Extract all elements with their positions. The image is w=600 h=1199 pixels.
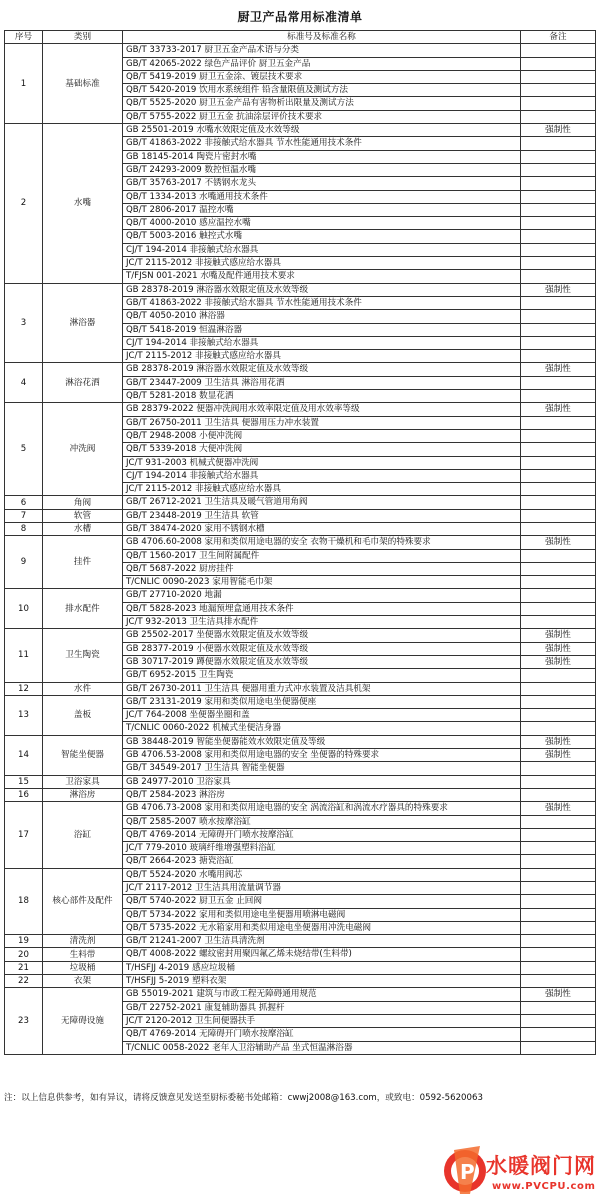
category-cell: 挂件 xyxy=(43,536,123,589)
standard-cell: QB/T 5281-2018 数显花洒 xyxy=(123,390,521,403)
category-cell: 智能坐便器 xyxy=(43,735,123,775)
category-cell: 浴缸 xyxy=(43,802,123,868)
standard-cell: QB/T 5339-2018 大便冲洗阀 xyxy=(123,443,521,456)
note-cell: 强制性 xyxy=(521,988,596,1001)
row-number: 6 xyxy=(5,496,43,509)
note-cell xyxy=(521,177,596,190)
note-cell xyxy=(521,549,596,562)
standard-cell: GB/T 22752-2021 康复辅助器具 抓握杆 xyxy=(123,1001,521,1014)
row-number: 11 xyxy=(5,629,43,682)
note-cell xyxy=(521,296,596,309)
row-number: 2 xyxy=(5,124,43,284)
note-cell xyxy=(521,961,596,974)
standard-cell: QB/T 1560-2017 卫生间附属配件 xyxy=(123,549,521,562)
standard-cell: QB/T 4050-2010 淋浴器 xyxy=(123,310,521,323)
table-row xyxy=(5,682,596,695)
note-cell xyxy=(521,243,596,256)
note-cell xyxy=(521,1028,596,1041)
table-row xyxy=(5,868,596,881)
standard-cell: GB 38448-2019 智能坐便器能效水效限定值及等级 xyxy=(123,735,521,748)
note-cell: 强制性 xyxy=(521,363,596,376)
standard-cell: QB/T 2584-2023 淋浴房 xyxy=(123,788,521,801)
standard-cell: JC/T 2117-2012 卫生洁具用流量调节器 xyxy=(123,882,521,895)
standard-cell: GB 25502-2017 坐便器水效限定值及水效等级 xyxy=(123,629,521,642)
note-cell xyxy=(521,828,596,841)
note-cell: 强制性 xyxy=(521,655,596,668)
standard-cell: GB/T 41863-2022 非接触式给水器具 节水性能通用技术条件 xyxy=(123,137,521,150)
row-number: 14 xyxy=(5,735,43,775)
note-cell xyxy=(521,110,596,123)
standard-cell: QB/T 5524-2020 水嘴用阀芯 xyxy=(123,868,521,881)
table-row xyxy=(5,948,596,961)
brand-url: www.PVCPU.com xyxy=(492,1181,596,1192)
note-cell xyxy=(521,163,596,176)
note-cell xyxy=(521,948,596,961)
note-cell xyxy=(521,695,596,708)
category-cell: 基础标准 xyxy=(43,44,123,124)
note-cell xyxy=(521,682,596,695)
row-number: 20 xyxy=(5,948,43,961)
standard-cell: GB/T 23131-2019 家用和类似用途电坐便器便座 xyxy=(123,695,521,708)
standard-cell: JC/T 2115-2012 非接触式感应给水器具 xyxy=(123,350,521,363)
standard-cell: QB/T 4008-2022 螺纹密封用聚四氟乙烯未烧结带(生料带) xyxy=(123,948,521,961)
row-number: 15 xyxy=(5,775,43,788)
table-row xyxy=(5,695,596,708)
standard-cell: QB/T 2585-2007 喷水按摩浴缸 xyxy=(123,815,521,828)
note-cell xyxy=(521,483,596,496)
category-cell: 角阀 xyxy=(43,496,123,509)
note-cell xyxy=(521,84,596,97)
header-note: 备注 xyxy=(521,31,596,44)
category-cell: 盖板 xyxy=(43,695,123,735)
row-number: 21 xyxy=(5,961,43,974)
note-cell xyxy=(521,815,596,828)
row-number: 19 xyxy=(5,935,43,948)
standard-cell: GB 18145-2014 陶瓷片密封水嘴 xyxy=(123,150,521,163)
note-cell xyxy=(521,429,596,442)
note-cell xyxy=(521,270,596,283)
category-cell: 垃圾桶 xyxy=(43,961,123,974)
standard-cell: GB/T 41863-2022 非接触式给水器具 节水性能通用技术条件 xyxy=(123,296,521,309)
table-row xyxy=(5,44,596,57)
note-cell xyxy=(521,602,596,615)
table-row xyxy=(5,363,596,376)
standard-cell: GB/T 26730-2011 卫生洁具 便器用重力式冲水装置及洁具机架 xyxy=(123,682,521,695)
standard-cell: QB/T 2806-2017 温控水嘴 xyxy=(123,203,521,216)
note-cell xyxy=(521,722,596,735)
standard-cell: CJ/T 194-2014 非接触式给水器具 xyxy=(123,336,521,349)
note-cell: 强制性 xyxy=(521,642,596,655)
note-cell xyxy=(521,882,596,895)
standard-cell: CJ/T 194-2014 非接触式给水器具 xyxy=(123,243,521,256)
table-row xyxy=(5,975,596,988)
note-cell xyxy=(521,1001,596,1014)
note-cell xyxy=(521,509,596,522)
row-number: 3 xyxy=(5,283,43,363)
note-cell xyxy=(521,522,596,535)
brand-name: 水暖阀门网 xyxy=(486,1154,596,1178)
standard-cell: GB/T 26750-2011 卫生洁具 便器用压力冲水装置 xyxy=(123,416,521,429)
standard-cell: GB/T 23447-2009 卫生洁具 淋浴用花洒 xyxy=(123,376,521,389)
note-cell xyxy=(521,616,596,629)
standard-cell: QB/T 1334-2013 水嘴通用技术条件 xyxy=(123,190,521,203)
category-cell: 排水配件 xyxy=(43,589,123,629)
note-cell xyxy=(521,908,596,921)
category-cell: 无障碍设施 xyxy=(43,988,123,1054)
table-row xyxy=(5,522,596,535)
standard-cell: GB 28379-2022 便器冲洗阀用水效率限定值及用水效率等级 xyxy=(123,403,521,416)
standard-cell: QB/T 5687-2022 厨房挂件 xyxy=(123,562,521,575)
category-cell: 冲洗阀 xyxy=(43,403,123,496)
note-cell xyxy=(521,935,596,948)
standard-cell: GB 4706.60-2008 家用和类似用途电器的安全 衣物干燥机和毛巾架的特殊要求 xyxy=(123,536,521,549)
row-number: 4 xyxy=(5,363,43,403)
standard-cell: QB/T 2664-2023 搪瓷浴缸 xyxy=(123,855,521,868)
footnote: 注：以上信息供参考，如有异议，请将反馈意见发送至厨标委秘书处邮箱：cwwj2008@163.com，或致电：0592-5620063 xyxy=(4,1093,483,1103)
page-title: 厨卫产品常用标准清单 xyxy=(237,10,363,24)
note-cell xyxy=(521,469,596,482)
row-number: 23 xyxy=(5,988,43,1054)
table-row xyxy=(5,735,596,748)
standard-cell: JC/T 931-2003 机械式便器冲洗阀 xyxy=(123,456,521,469)
standard-cell: JC/T 2115-2012 非接触式感应给水器具 xyxy=(123,257,521,270)
note-cell xyxy=(521,137,596,150)
standard-cell: QB/T 5419-2019 厨卫五金涂、镀层技术要求 xyxy=(123,70,521,83)
table-row xyxy=(5,124,596,137)
table-row xyxy=(5,788,596,801)
row-number: 5 xyxy=(5,403,43,496)
header-standard: 标准号及标准名称 xyxy=(123,31,521,44)
note-cell: 强制性 xyxy=(521,749,596,762)
note-cell: 强制性 xyxy=(521,802,596,815)
logo-letter: P xyxy=(460,1160,475,1184)
note-cell xyxy=(521,190,596,203)
note-cell xyxy=(521,217,596,230)
standard-cell: GB/T 6952-2015 卫生陶瓷 xyxy=(123,669,521,682)
category-cell: 衣架 xyxy=(43,975,123,988)
standard-cell: GB/T 34549-2017 卫生洁具 智能坐便器 xyxy=(123,762,521,775)
category-cell: 淋浴房 xyxy=(43,788,123,801)
category-cell: 水槽 xyxy=(43,522,123,535)
standard-cell: QB/T 5828-2023 地漏预埋盒通用技术条件 xyxy=(123,602,521,615)
note-cell: 强制性 xyxy=(521,629,596,642)
row-number: 22 xyxy=(5,975,43,988)
standard-cell: GB 28378-2019 淋浴器水效限定值及水效等级 xyxy=(123,363,521,376)
standard-cell: T/CNLIC 0090-2023 家用智能毛巾架 xyxy=(123,576,521,589)
note-cell xyxy=(521,562,596,575)
standard-cell: QB/T 2948-2008 小便冲洗阀 xyxy=(123,429,521,442)
row-number: 8 xyxy=(5,522,43,535)
standard-cell: JC/T 764-2008 坐便器坐圈和盖 xyxy=(123,709,521,722)
category-cell: 淋浴器 xyxy=(43,283,123,363)
standard-cell: GB/T 35763-2017 不锈钢水龙头 xyxy=(123,177,521,190)
category-cell: 水嘴 xyxy=(43,124,123,284)
note-cell xyxy=(521,975,596,988)
note-cell: 强制性 xyxy=(521,283,596,296)
table-row xyxy=(5,775,596,788)
note-cell xyxy=(521,416,596,429)
note-cell xyxy=(521,456,596,469)
note-cell xyxy=(521,762,596,775)
standard-cell: T/FJSN 001-2021 水嘴及配件通用技术要求 xyxy=(123,270,521,283)
row-number: 16 xyxy=(5,788,43,801)
note-cell xyxy=(521,257,596,270)
note-cell xyxy=(521,350,596,363)
note-cell xyxy=(521,336,596,349)
note-cell: 强制性 xyxy=(521,735,596,748)
table-row xyxy=(5,403,596,416)
note-cell xyxy=(521,589,596,602)
standard-cell: QB/T 5755-2022 厨卫五金 抗油涂层评价技术要求 xyxy=(123,110,521,123)
note-cell xyxy=(521,895,596,908)
standard-cell: QB/T 5735-2022 无水箱家用和类似用途电坐便器用冲洗电磁阀 xyxy=(123,921,521,934)
table-row xyxy=(5,935,596,948)
standard-cell: GB/T 38474-2020 家用不锈钢水槽 xyxy=(123,522,521,535)
table-row xyxy=(5,589,596,602)
note-cell xyxy=(521,44,596,57)
standard-cell: GB 28378-2019 淋浴器水效限定值及水效等级 xyxy=(123,283,521,296)
table-row xyxy=(5,629,596,642)
note-cell xyxy=(521,709,596,722)
standard-cell: GB 4706.73-2008 家用和类似用途电器的安全 涡流浴缸和涡流水疗器具的特殊要求 xyxy=(123,802,521,815)
note-cell: 强制性 xyxy=(521,403,596,416)
standards-table xyxy=(4,30,596,1055)
standard-cell: CJ/T 194-2014 非接触式给水器具 xyxy=(123,469,521,482)
standard-cell: GB 25501-2019 水嘴水效限定值及水效等级 xyxy=(123,124,521,137)
standard-cell: JC/T 2115-2012 非接触式感应给水器具 xyxy=(123,483,521,496)
row-number: 17 xyxy=(5,802,43,868)
note-cell: 强制性 xyxy=(521,124,596,137)
standard-cell: GB 30717-2019 蹲便器水效限定值及水效等级 xyxy=(123,655,521,668)
standard-cell: T/HSFJJ 5-2019 塑料衣架 xyxy=(123,975,521,988)
note-cell xyxy=(521,576,596,589)
standard-cell: GB/T 27710-2020 地漏 xyxy=(123,589,521,602)
standard-cell: QB/T 5420-2019 饮用水系统组件 铅含量限值及测试方法 xyxy=(123,84,521,97)
note-cell xyxy=(521,1041,596,1054)
category-cell: 卫浴家具 xyxy=(43,775,123,788)
standard-cell: JC/T 932-2013 卫生洁具排水配件 xyxy=(123,616,521,629)
table-row xyxy=(5,802,596,815)
standard-cell: GB/T 33733-2017 厨卫五金产品术语与分类 xyxy=(123,44,521,57)
category-cell: 卫生陶瓷 xyxy=(43,629,123,682)
standard-cell: QB/T 5740-2022 厨卫五金 止回阀 xyxy=(123,895,521,908)
standard-cell: QB/T 5418-2019 恒温淋浴器 xyxy=(123,323,521,336)
note-cell xyxy=(521,230,596,243)
category-cell: 水件 xyxy=(43,682,123,695)
row-number: 13 xyxy=(5,695,43,735)
standard-cell: GB/T 24293-2009 数控恒温水嘴 xyxy=(123,163,521,176)
standard-cell: T/HSFJJ 4-2019 感应垃圾桶 xyxy=(123,961,521,974)
standard-cell: GB 28377-2019 小便器水效限定值及水效等级 xyxy=(123,642,521,655)
note-cell xyxy=(521,390,596,403)
note-cell xyxy=(521,669,596,682)
note-cell xyxy=(521,70,596,83)
standard-cell: QB/T 5734-2022 家用和类似用途电坐便器用喷淋电磁阀 xyxy=(123,908,521,921)
standard-cell: GB/T 26712-2021 卫生洁具及暖气管道用角阀 xyxy=(123,496,521,509)
table-row xyxy=(5,988,596,1001)
row-number: 9 xyxy=(5,536,43,589)
standard-cell: GB 24977-2010 卫浴家具 xyxy=(123,775,521,788)
note-cell xyxy=(521,921,596,934)
standard-cell: QB/T 5003-2016 触控式水嘴 xyxy=(123,230,521,243)
note-cell: 强制性 xyxy=(521,536,596,549)
category-cell: 清洗剂 xyxy=(43,935,123,948)
standard-cell: GB/T 42065-2022 绿色产品评价 厨卫五金产品 xyxy=(123,57,521,70)
note-cell xyxy=(521,496,596,509)
standard-cell: GB 55019-2021 建筑与市政工程无障碍通用规范 xyxy=(123,988,521,1001)
standard-cell: QB/T 4769-2014 无障碍开门喷水按摩浴缸 xyxy=(123,828,521,841)
row-number: 1 xyxy=(5,44,43,124)
note-cell xyxy=(521,376,596,389)
note-cell xyxy=(521,855,596,868)
header-category: 类别 xyxy=(43,31,123,44)
note-cell xyxy=(521,1014,596,1027)
standard-cell: QB/T 5525-2020 厨卫五金产品有害物析出限量及测试方法 xyxy=(123,97,521,110)
category-cell: 软管 xyxy=(43,509,123,522)
note-cell xyxy=(521,868,596,881)
note-cell xyxy=(521,788,596,801)
note-cell xyxy=(521,203,596,216)
standard-cell: QB/T 4769-2014 无障碍开门喷水按摩浴缸 xyxy=(123,1028,521,1041)
note-cell xyxy=(521,97,596,110)
standard-cell: GB/T 23448-2019 卫生洁具 软管 xyxy=(123,509,521,522)
table-row xyxy=(5,496,596,509)
standard-cell: JC/T 779-2010 玻璃纤维增强塑料浴缸 xyxy=(123,842,521,855)
row-number: 10 xyxy=(5,589,43,629)
standard-cell: T/CNLIC 0060-2022 机械式坐便洁身器 xyxy=(123,722,521,735)
table-row xyxy=(5,536,596,549)
row-number: 7 xyxy=(5,509,43,522)
standard-cell: GB 4706.53-2008 家用和类似用途电器的安全 坐便器的特殊要求 xyxy=(123,749,521,762)
standard-cell: GB/T 21241-2007 卫生洁具清洗剂 xyxy=(123,935,521,948)
watermark xyxy=(440,1142,598,1197)
standard-cell: QB/T 4000-2010 感应温控水嘴 xyxy=(123,217,521,230)
category-cell: 核心部件及配件 xyxy=(43,868,123,934)
note-cell xyxy=(521,150,596,163)
standard-cell: T/CNLIC 0058-2022 老年人卫浴辅助产品 坐式恒温淋浴器 xyxy=(123,1041,521,1054)
category-cell: 淋浴花洒 xyxy=(43,363,123,403)
table-row xyxy=(5,283,596,296)
table-row xyxy=(5,961,596,974)
category-cell: 生料带 xyxy=(43,948,123,961)
header-no: 序号 xyxy=(5,31,43,44)
note-cell xyxy=(521,842,596,855)
note-cell xyxy=(521,57,596,70)
note-cell xyxy=(521,443,596,456)
note-cell xyxy=(521,310,596,323)
note-cell xyxy=(521,323,596,336)
table-header-row xyxy=(5,31,596,44)
table-body xyxy=(5,44,596,1055)
row-number: 18 xyxy=(5,868,43,934)
standard-cell: JC/T 2120-2012 卫生间便器扶手 xyxy=(123,1014,521,1027)
table-row xyxy=(5,509,596,522)
note-cell xyxy=(521,775,596,788)
row-number: 12 xyxy=(5,682,43,695)
